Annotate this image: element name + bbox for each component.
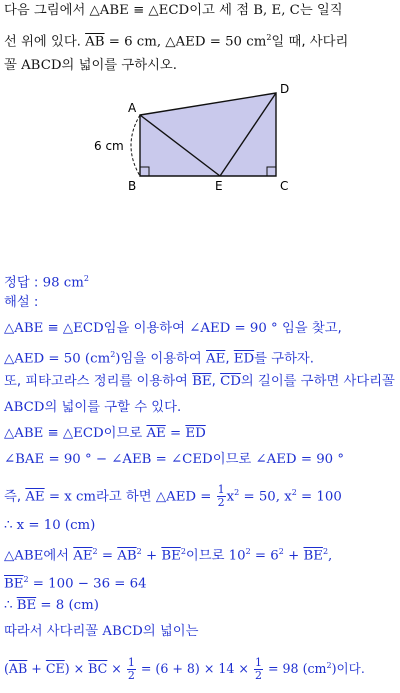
problem-line-2: 선 위에 있다. $\overline{AB} = 6$ cm, △AED = 50 $cm^2$일 때, 사다리 (4, 33, 349, 50)
trapezoid-figure (90, 80, 320, 192)
explanation-line-6: ∠BAE = 90 ° − ∠AEB = ∠CED이므로 ∠AED = 90 ° (4, 452, 344, 467)
explanation-line-7: 즉, $\overline{AE} = x$ cm라고 하면 △AED = $\frac{1}{2}$ $x^2 = 50$, $x^2 = 100$ (4, 482, 342, 509)
explanation-line-12: 따라서 사다리꼴 ABCD의 넓이는 (4, 624, 199, 639)
label-6cm: 6 cm (94, 139, 124, 153)
explanation-line-2: △AED = 50 $(cm^2)$임을 이용하여 $\overline{AE}$, $\overline{ED}$를 구하자. (4, 350, 315, 367)
label-d: D (280, 82, 290, 96)
label-b: B (128, 179, 137, 192)
fraction-half: $\frac{1}{2}$ (217, 482, 225, 509)
explanation-line-1: △ABE ≡ △ECD임을 이용하여 ∠AED = 90 ° 임을 찾고, (4, 321, 342, 336)
explanation-label: 해설 : (4, 295, 39, 310)
explanation-line-8: ∴ x = 10 (cm) (4, 518, 96, 533)
explanation-line-11: ∴ $\overline{BE} = 8$ (cm) (4, 598, 99, 613)
explanation-line-3: 또, 피타고라스 정리를 이용하여 $\overline{BE}$, $\overline{CD}$의 길이를 구하면 사다리꼴 (4, 374, 395, 389)
answer-line: 정답 : 98 $cm^2$ (4, 274, 89, 291)
fraction-half: $\frac{1}{2}$ (254, 656, 262, 683)
label-e: E (215, 179, 223, 192)
explanation-line-5: △ABE ≡ △ECD이므로 $\overline{AE} = \overline{ED}$ (4, 426, 206, 441)
problem-line-1: 다음 그림에서 △ABE ≡ △ECD이고 세 점 B, E, C는 일직 (4, 3, 343, 18)
explanation-line-13: $(\overline{AB} + \overline{CE}) \times \overline{BC}$ × $\frac{1}{2}$ = (6 + 8) × 14 × $\frac{1}{2}$ = 98 $(cm^2)$이다. (4, 656, 365, 683)
explanation-line-4: ABCD의 넓이를 구할 수 있다. (4, 400, 182, 415)
fraction-half: $\frac{1}{2}$ (127, 656, 135, 683)
label-a: A (128, 101, 137, 115)
trapezoid-shape (140, 93, 276, 176)
brace-ab (131, 115, 140, 176)
problem-line-3: 꼴 ABCD의 넓이를 구하시오. (4, 58, 177, 73)
explanation-line-10: $\overline{BE}^2 = 100 - 36 = 64$ (4, 575, 147, 592)
label-c: C (280, 179, 289, 192)
explanation-line-9: △ABE에서 $\overline{AE}^2 = \overline{AB}^2 + \overline{BE}^2$이므로 $10^2 = 6^2 + \overline{BE}^2$, (4, 547, 333, 564)
